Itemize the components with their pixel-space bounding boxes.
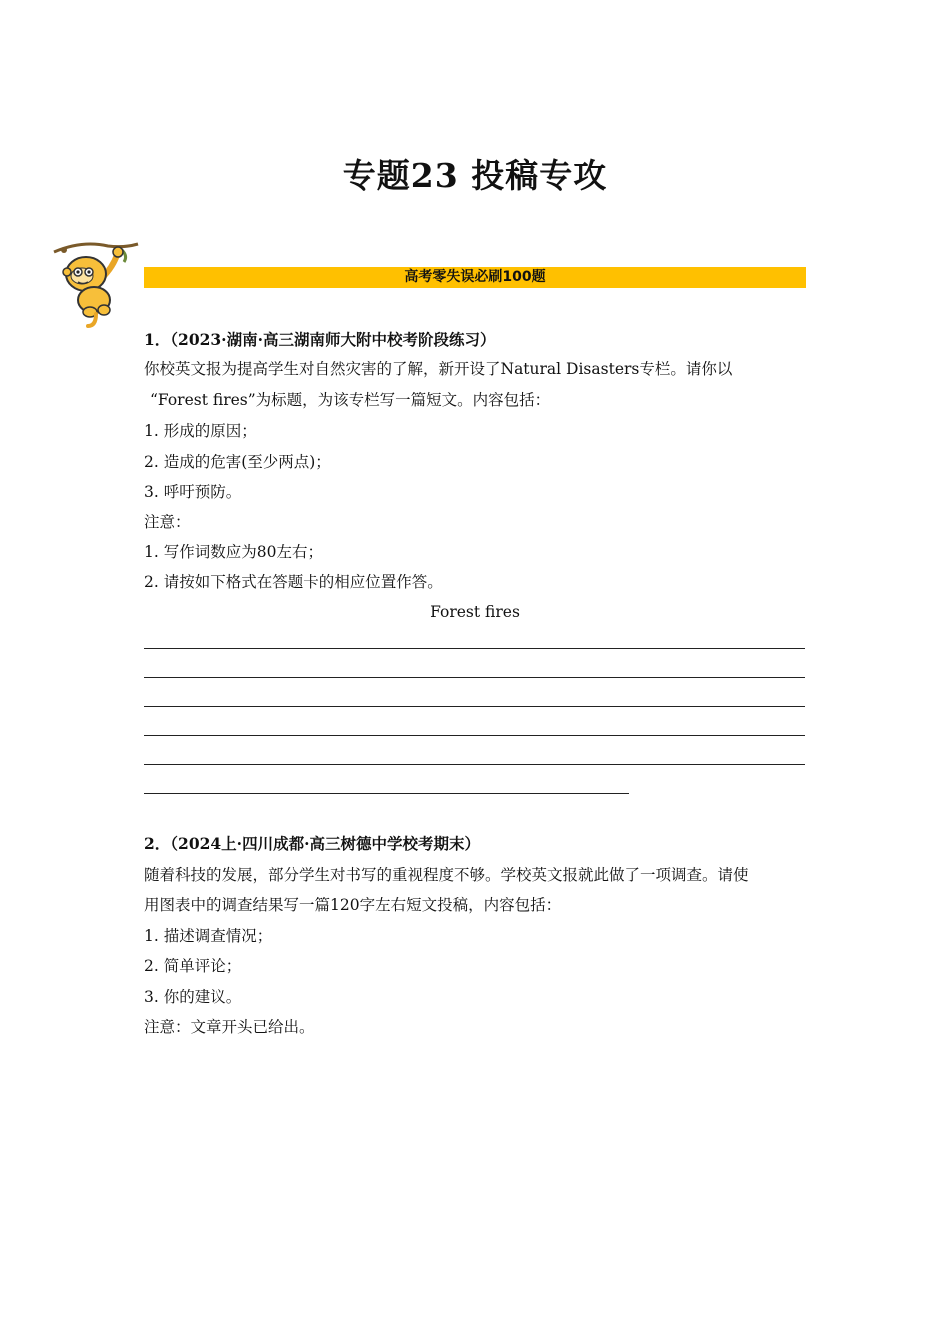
question-2-heading: 2．（2024上·四川成都·高三树德中学校考期末） bbox=[144, 834, 480, 853]
question-1-line: “Forest fires”为标题，为该专栏写一篇短文。内容包括： bbox=[150, 391, 551, 409]
answer-line bbox=[144, 793, 629, 794]
question-2-line: 1. 描述调查情况； bbox=[144, 927, 273, 945]
question-2-line: 随着科技的发展，部分学生对书写的重视程度不够。学校英文报就此做了一项调查。请使 bbox=[144, 866, 749, 884]
monkey-mascot-icon bbox=[52, 238, 144, 330]
question-1-line: 1. 写作词数应为80左右； bbox=[144, 543, 323, 561]
question-1-line: 1. 形成的原因； bbox=[144, 422, 257, 440]
question-1-line: 3. 呼吁预防。 bbox=[144, 483, 242, 501]
page-title: 专题23 投稿专攻 bbox=[342, 156, 608, 195]
banner-label: 高考零失误必刷100题 bbox=[144, 267, 806, 288]
question-2-line: 用图表中的调查结果写一篇120字左右短文投稿，内容包括： bbox=[144, 896, 562, 914]
answer-line bbox=[144, 706, 805, 707]
question-2-line: 注意：文章开头已给出。 bbox=[144, 1018, 315, 1036]
answer-line bbox=[144, 677, 805, 678]
answer-line bbox=[144, 764, 805, 765]
question-1-heading: 1．（2023·湖南·高三湖南师大附中校考阶段练习） bbox=[144, 330, 496, 349]
question-2-line: 3. 你的建议。 bbox=[144, 988, 242, 1006]
question-1-line: 2. 造成的危害(至少两点)； bbox=[144, 453, 331, 471]
question-1-line: 2. 请按如下格式在答题卡的相应位置作答。 bbox=[144, 573, 443, 591]
question-2-line: 2. 简单评论； bbox=[144, 957, 242, 975]
essay-title: Forest fires bbox=[430, 603, 520, 621]
answer-line bbox=[144, 648, 805, 649]
answer-line bbox=[144, 735, 805, 736]
question-1-line: 你校英文报为提高学生对自然灾害的了解，新开设了Natural Disasters专栏。请你以 bbox=[144, 360, 733, 378]
question-1-line: 注意： bbox=[144, 513, 191, 531]
